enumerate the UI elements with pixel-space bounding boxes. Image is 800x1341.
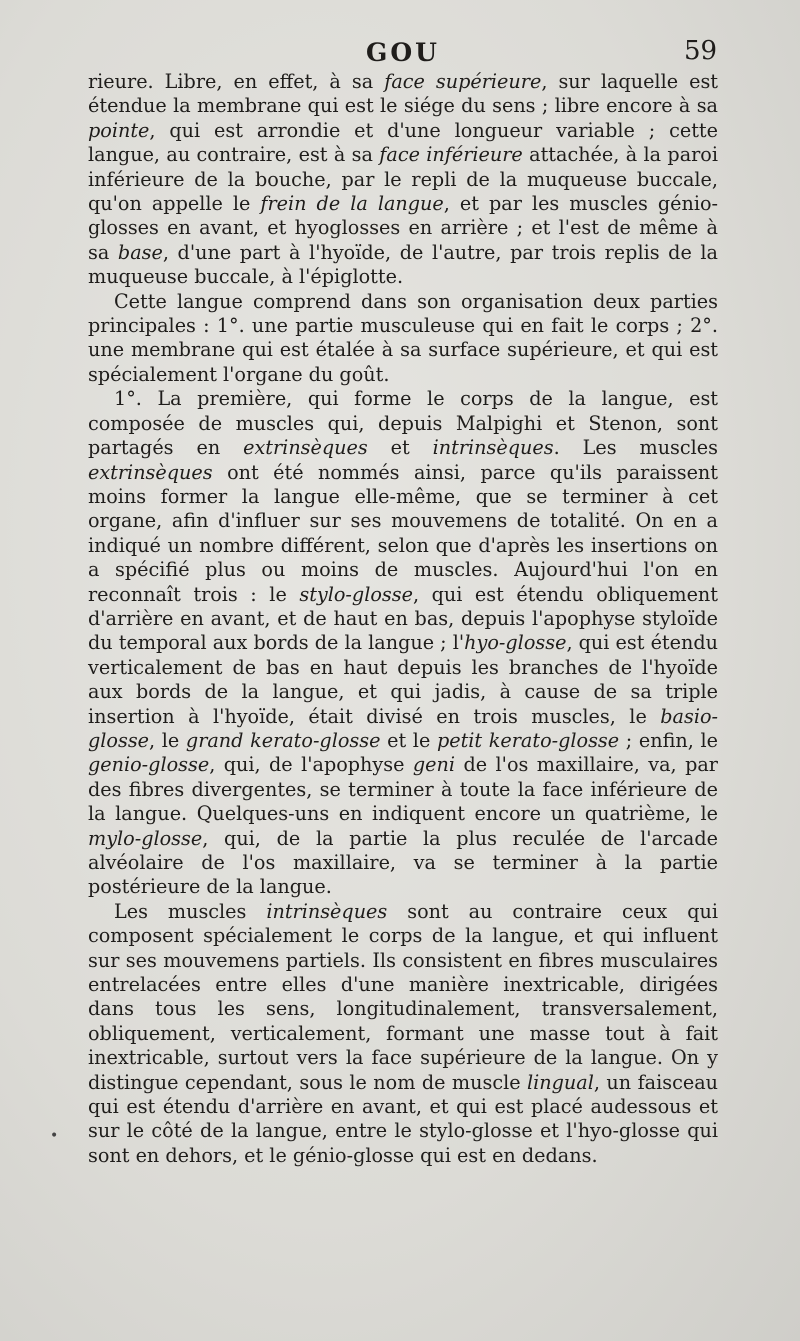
text-run: attachée, à la paroi inférieure de la bouche, par le repli de la muqueuse buccale, qu'on appelle le bbox=[88, 143, 718, 216]
italic-term: frein de la langue bbox=[260, 192, 444, 216]
text-run: , sur laquelle est étendue la membrane qui est le siége du sens ; libre encore à sa bbox=[88, 70, 719, 118]
text-run: et le bbox=[380, 728, 437, 752]
italic-term: extrinsèques bbox=[243, 436, 368, 460]
text-run: de l'os maxillaire, va, par des fibres divergentes, se terminer à toute la face inférieure de la langue. Quelques-uns en indiquent encore un quatrième, le bbox=[88, 753, 718, 826]
body-text bbox=[88, 70, 718, 1168]
page-number: 59 bbox=[684, 36, 718, 66]
italic-term: base bbox=[117, 240, 163, 264]
text-run: Les muscles bbox=[114, 899, 267, 923]
text-run: sont au contraire ceux qui composent spécialement le corps de la langue, et qui influent sur ses mouvemens partiels. Ils consistent en fibres musculaires entrelacées entre elles d'une manière inextricable, dirigées dans tous les sens, longitudinalement, transversalement, obliquement, verticalement, formant une masse tout à fait inextricable, surtout vers la face supérieure de la langue. On y distingue cependant, sous le nom de muscle bbox=[88, 899, 718, 1094]
text-run: , d'une part à l'hyoïde, de l'autre, par trois replis de la muqueuse buccale, à l'épiglotte. bbox=[88, 240, 718, 289]
italic-term: hyo-glosse bbox=[464, 631, 567, 655]
text-run: et bbox=[367, 436, 433, 460]
text-run: , qui est étendu verticalement de bas en haut depuis les branches de l'hyoïde aux bords de la langue, et qui jadis, à cause de sa triple insertion à l'hyoïde, était divisé en trois muscles, le bbox=[88, 631, 718, 728]
italic-term: mylo-glosse bbox=[88, 826, 203, 850]
italic-term: genio-glosse bbox=[88, 753, 210, 777]
italic-term: lingual bbox=[527, 1070, 594, 1094]
italic-term: grand kerato-glosse bbox=[185, 728, 381, 752]
text-run: Cette langue comprend dans son organisation deux parties principales : 1°. une partie musculeuse qui en fait le corps ; 2°. une membrane qui est étalée à sa surface supérieure, et qui est spécialement l'organe du goût. bbox=[88, 289, 718, 386]
italic-term: geni bbox=[412, 753, 456, 777]
text-run: , qui, de l'apophyse bbox=[209, 753, 413, 777]
paragraph bbox=[88, 900, 718, 1168]
italic-term: extrinsèques bbox=[88, 460, 213, 484]
running-head bbox=[0, 38, 800, 70]
text-run: , et par les muscles génio-glosses en avant, et hyoglosses en arrière ; et l'est de même à sa bbox=[88, 192, 718, 264]
text-run: , le bbox=[149, 728, 186, 752]
italic-term: face inférieure bbox=[379, 143, 523, 167]
italic-term: pointe bbox=[88, 118, 150, 142]
italic-term: basio-glosse bbox=[88, 704, 718, 752]
paragraph bbox=[88, 70, 718, 290]
text-run: 1°. La première, qui forme le corps de la langue, est composée de muscles qui, depuis Malpighi et Stenon, sont partagés en bbox=[88, 387, 718, 460]
text-run: rieure. Libre, en effet, à sa bbox=[88, 70, 385, 93]
margin-mark: • bbox=[50, 1128, 59, 1144]
text-run: , qui, de la partie la plus reculée de l'arcade alvéolaire de l'os maxillaire, va se terminer à la partie postérieure de la langue. bbox=[88, 826, 718, 899]
italic-term: intrinsèques bbox=[432, 436, 554, 460]
text-run: , qui est étendu obliquement d'arrière en avant, et de haut en bas, depuis l'apophyse styloïde du temporal aux bords de la langue ; l' bbox=[88, 582, 718, 655]
text-run: , un faisceau qui est étendu d'arrière en avant, et qui est placé audessous et sur le côté de la langue, entre le stylo-glosse et l'hyo-glosse qui sont en dehors, et le génio-glosse qui est en dedans. bbox=[88, 1070, 718, 1167]
italic-term: petit kerato-glosse bbox=[436, 728, 620, 752]
text-run: ; enfin, le bbox=[619, 728, 718, 752]
paragraph bbox=[88, 290, 718, 388]
text-run: , qui est arrondie et d'une longueur variable ; cette langue, au contraire, est à sa bbox=[88, 118, 718, 167]
italic-term: intrinsèques bbox=[266, 899, 388, 923]
text-run: ont été nommés ainsi, parce qu'ils paraissent moins former la langue elle-même, que se terminer à cet organe, afin d'influer sur ses mouvemens de totalité. On en a indiqué un nombre différent, selon que d'après les insertions on a spécifié plus ou moins de muscles. Aujourd'hui l'on en reconnaît trois : le bbox=[88, 460, 718, 606]
italic-term: face supérieure bbox=[384, 70, 542, 93]
running-head-title: GOU bbox=[366, 38, 440, 67]
italic-term: stylo-glosse bbox=[299, 582, 413, 606]
paragraph bbox=[88, 387, 718, 900]
text-run: . Les muscles bbox=[553, 436, 718, 460]
